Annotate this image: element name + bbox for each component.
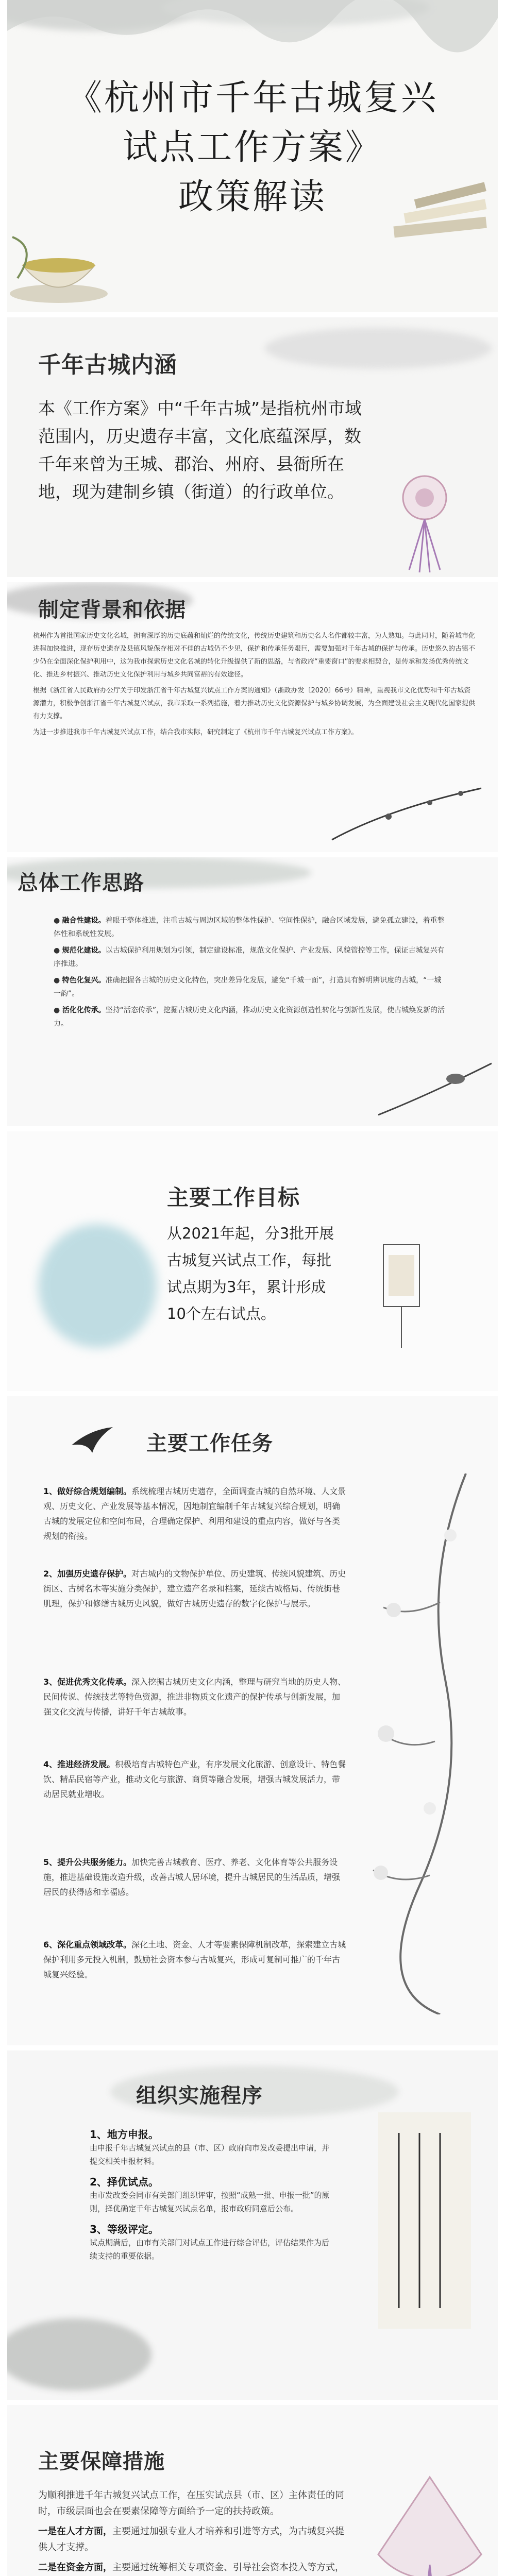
goal-panel: [7, 1131, 498, 1391]
tassel-ornament-illustration: [368, 467, 492, 575]
background-heading: 制定背景和依据: [38, 598, 186, 622]
meaning-heading: 千年古城内涵: [38, 352, 177, 378]
lantern-illustration: [358, 1224, 445, 1358]
task-item: 4、推进经济发展。积极培育古城特色产业，有序发展文化旅游、创意设计、特色餐饮、精品民宿等产业，推动文化与旅游、商贸等融合发展，增强古城发展活力，带动居民就业增收。: [43, 1759, 346, 1799]
tasks-heading: 主要工作任务: [146, 1432, 273, 1455]
meaning-panel: [7, 317, 498, 577]
procedure-step: 1、地方申报。 由申报千年古城复兴试点的县（市、区）政府向市发改委提出申请，并提交相关申报材料。: [90, 2128, 330, 2166]
approach-item: ● 特色化复兴。准确把握各古城的历史文化特色，突出差异化发展，避免“千城一面”，打造具有鲜明辨识度的古城，“一城一韵”。: [54, 976, 442, 998]
background-paragraph: 杭州作为首批国家历史文化名城，拥有深厚的历史底蕴和灿烂的传统文化，传统历史建筑和历史名人名作都较丰富，为人熟知。与此同时，随着城市化进程加快推进，现存历史遗存及县镇风貌保存相对不佳的古城仍不少见，保护和传承任务艰巨，需要加强对千年古城的保护与传承。历史悠久的古镇不少仍在全面深化保护利用中，这为我市探索历史文化名城的转化升级提供了新的思路，与省政府“重要窗口”的要求相契合，是传承和发扬优秀传统文化、推进乡村振兴、推动历史文化保护利用与城乡共同富裕的有效途径。: [33, 632, 476, 679]
approach-heading: 总体工作思路: [18, 871, 144, 895]
task-item: 5、提升公共服务能力。加快完善古城教育、医疗、养老、文化体育等公共服务设施，推进基础设施改造升级，改善古城人居环境，提升古城居民的生活品质，增强居民的获得感和幸福感。: [43, 1857, 341, 1897]
mountain-ink-illustration: [7, 0, 498, 62]
approach-panel: [7, 857, 498, 1126]
procedure-step: 2、择优试点。 由市发改委会同市有关部门组织评审，按照“成熟一批、申报一批”的原则，择优确定千年古城复兴试点名单，报市政府同意后公布。: [90, 2176, 330, 2213]
guarantee-paragraph: 为顺利推进千年古城复兴试点工作，在压实试点县（市、区）主体责任的同时，市级层面也会在要素保障等方面给予一定的扶持政策。: [38, 2490, 344, 2517]
task-item: 6、深化重点领域改革。深化土地、资金、人才等要素保障机制改革，探索建立古城保护利用多元投入机制，鼓励社会资本参与古城复兴，形成可复制可推广的千年古城复兴经验。: [43, 1940, 346, 1979]
background-panel: [7, 582, 498, 852]
procedure-heading: 组织实施程序: [136, 2084, 263, 2108]
goal-heading: 主要工作目标: [167, 1185, 300, 1210]
swallow-icon: [69, 1425, 115, 1455]
approach-item: ● 规范化建设。以古城保护利用规划为引领，制定建设标准，规范文化保护、产业发展、风貌管控等工作，保证古城复兴有序推进。: [54, 946, 445, 968]
task-item: 2、加强历史遗存保护。对古城内的文物保护单位、历史建筑、传统风貌建筑、历史街区、古树名木等实施分类保护，建立遗产名录和档案，延续古城格局、传统街巷肌理，保护和修缮古城历史风貌，做好古城历史遗存的数字化保护与展示。: [43, 1569, 346, 1608]
goal-line: 10个左右试点。: [167, 1305, 276, 1323]
flowering-branch-illustration: [363, 1473, 492, 2014]
meaning-text: 本《工作方案》中“千年古城”是指杭州市域范围内，历史遗存丰富，文化底蕴深厚，数千年来曾为王城、郡治、州府、县衙所在地，现为建制乡镇（街道）的行政单位。: [38, 398, 362, 502]
hero-title-line3: 政策解读: [178, 177, 327, 217]
approach-list: [54, 914, 445, 1033]
guarantee-heading: 主要保障措施: [38, 2450, 165, 2473]
guarantee-paragraph: 二是在资金方面，主要通过统筹相关专项资金、引导社会资本投入等方式，: [38, 2562, 344, 2573]
procedure-steps: [90, 2128, 332, 2270]
hero-title-line2: 试点工作方案》: [122, 127, 382, 168]
background-paragraph: 为进一步推进我市千年古城复兴试点工作，结合我市实际，研究制定了《杭州市千年古城复兴试点工作方案》。: [33, 728, 358, 736]
task-item: 1、做好综合规划编制。系统梳理古城历史遗存，全面调查古城的自然环境、人文景观、历史文化、产业发展等基本情况，因地制宜编制千年古城复兴综合规划，明确古城的发展定位和空间布局，合理确定保护、利用和建设的重点内容，做好与各类规划的衔接。: [43, 1486, 346, 1541]
goal-line: 试点期为3年，累计形成: [167, 1278, 326, 1296]
guarantee-paragraph: 一是在人才方面，主要通过加强专业人才培养和引进等方式，为古城复兴提供人才支撑。: [38, 2526, 344, 2553]
calligraphy-illustration: [368, 2112, 481, 2329]
goal-line: 古城复兴试点工作，每批: [167, 1251, 332, 1269]
hero-title-line1: 《杭州市千年古城复兴: [66, 78, 438, 118]
guarantee-body: [38, 2487, 347, 2576]
watercolor-blot-illustration: [38, 1224, 157, 1348]
procedure-panel: [7, 2050, 498, 2400]
branch-ink-illustration: [327, 778, 492, 850]
tassel-fan-illustration: [368, 2467, 492, 2576]
background-body: [33, 630, 476, 742]
bird-branch-illustration: [378, 1043, 497, 1125]
approach-item: ● 融合性建设。着眼于整体推进，注重古城与周边区域的整体性保护、空间性保护，融合区域发展，避免孤立建设，着重整体性和系统性发展。: [54, 917, 445, 938]
tea-cup-illustration: [7, 216, 121, 309]
books-illustration: [383, 155, 497, 258]
goal-line: 从2021年起，分3批开展: [167, 1225, 334, 1242]
hero-panel: [7, 0, 498, 312]
procedure-step: 3、等级评定。 试点期满后，由市有关部门对试点工作进行综合评估，评估结果作为后续支持的重要依据。: [90, 2223, 330, 2261]
goal-text: [167, 1220, 373, 1327]
approach-item: ● 活化化传承。坚持“活态传承”，挖掘古城历史文化内涵，推动历史文化资源创造性转化与创新性发展，使古城焕发新的活力。: [54, 1006, 445, 1028]
task-item: 3、促进优秀文化传承。深入挖掘古城历史文化内涵，整理与研究当地的历史人物、民间传说、传统技艺等特色资源，推进非物质文化遗产的保护传承与创新发展，加强文化交流与传播，讲好千年古城故事。: [43, 1677, 346, 1717]
background-paragraph: 根据《浙江省人民政府办公厅关于印发浙江省千年古城复兴试点工作方案的通知》（浙政办发〔2020〕66号）精神，重视我市文化优势和千年古城资源潜力，积极争创浙江省千年古城复兴试点，我市采取一系列措施，着力推动历史文化资源保护与城乡协调发展，为全面建设社会主义现代化国家提供有力支撑。: [33, 687, 476, 720]
guarantee-panel: [7, 2405, 498, 2576]
tasks-panel: [7, 1396, 498, 2045]
